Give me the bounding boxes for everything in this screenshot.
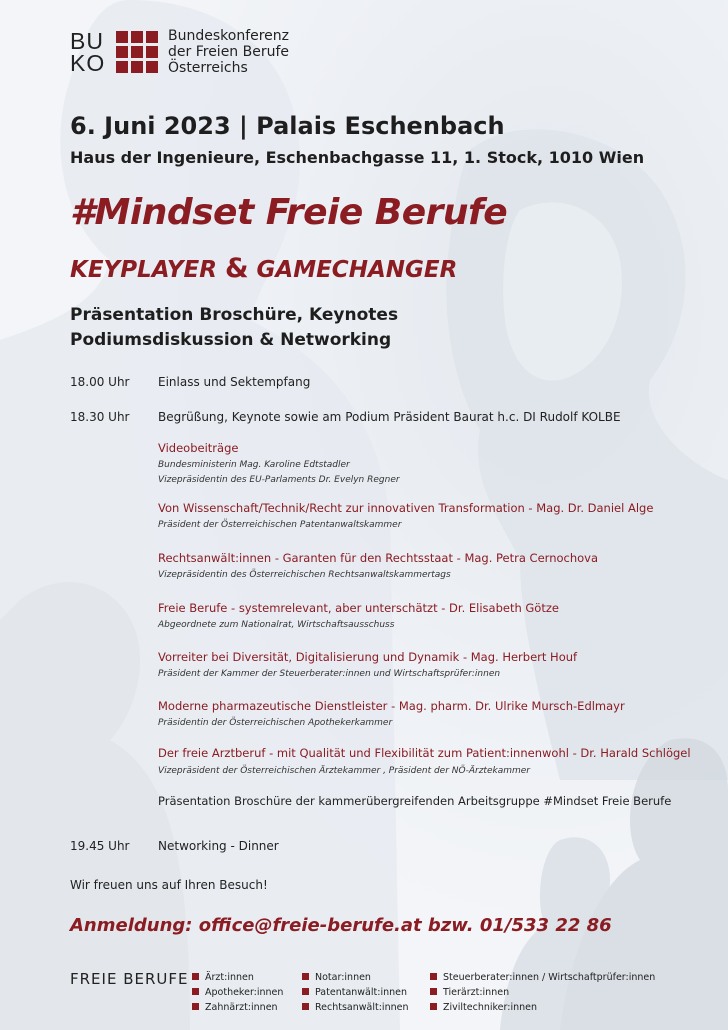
talk-title: Vorreiter bei Diversität, Digitalisierung und Dynamik - Mag. Herbert Houf	[158, 650, 578, 664]
profession-item: Notar:innen	[302, 970, 408, 985]
logo-text-line: Österreichs	[168, 60, 248, 76]
talk-speaker: Präsident der Österreichischen Patentanwaltskammer	[158, 520, 402, 530]
profession-item: Ärzt:innen	[192, 970, 283, 985]
talk-title: Moderne pharmazeutische Dienstleister - Mag. pharm. Dr. Ulrike Mursch-Edlmayr	[158, 699, 625, 713]
closing-text: Wir freuen uns auf Ihren Besuch!	[70, 878, 268, 892]
logo-text-line: der Freien Berufe	[168, 44, 290, 60]
logo-squares-icon	[116, 31, 158, 73]
profession-item: Tierärzt:innen	[430, 985, 655, 1000]
talk-speaker: Vizepräsidentin des Österreichischen Rechtsanwaltskammertags	[158, 570, 451, 580]
talk-title: Freie Berufe - systemrelevant, aber unterschätzt - Dr. Elisabeth Götze	[158, 601, 559, 615]
talk-speaker: Präsidentin der Österreichischen Apothekerkammer	[158, 718, 393, 728]
profession-item: Zahnärzt:innen	[192, 1000, 283, 1015]
schedule-text: Begrüßung, Keynote sowie am Podium Präsident Baurat h.c. DI Rudolf KOLBE	[158, 410, 621, 424]
talk-speaker: Bundesministerin Mag. Karoline Edtstadler	[158, 460, 350, 470]
logo-letters-line1: BU	[70, 28, 104, 54]
subtitle-ampersand: &	[224, 253, 249, 284]
talk-title: Rechtsanwält:innen - Garanten für den Rechtsstaat - Mag. Petra Cernochova	[158, 551, 599, 565]
subtitle-part1: KEYPLAYER	[70, 257, 217, 283]
logo-wordmark	[70, 30, 105, 74]
intro-line: Podiumsdiskussion & Networking	[70, 330, 392, 350]
profession-column	[430, 970, 655, 1015]
event-title: #Mindset Freie Berufe	[70, 192, 508, 233]
intro-line: Präsentation Broschüre, Keynotes	[70, 305, 399, 325]
event-date-venue: 6. Juni 2023 | Palais Eschenbach	[70, 112, 505, 140]
profession-item: Ziviltechniker:innen	[430, 1000, 655, 1015]
intro-block	[70, 303, 398, 353]
profession-item: Patentanwält:innen	[302, 985, 408, 1000]
logo-letters-line2: KO	[70, 50, 106, 76]
talk-speaker: Vizepräsident der Österreichischen Ärztekammer , Präsident der NÖ-Ärztekammer	[158, 766, 530, 776]
logo-organization-name	[168, 28, 289, 76]
event-address: Haus der Ingenieure, Eschenbachgasse 11, 1. Stock, 1010 Wien	[70, 148, 645, 167]
subtitle-part2: GAMECHANGER	[256, 257, 458, 283]
schedule-time: 19.45 Uhr	[70, 839, 130, 853]
profession-column	[192, 970, 283, 1015]
talk-title: Von Wissenschaft/Technik/Recht zur innovativen Transformation - Mag. Dr. Daniel Alge	[158, 501, 654, 515]
registration-info: Anmeldung: office@freie-berufe.at bzw. 01/533 22 86	[70, 915, 612, 936]
talk-speaker: Präsident der Kammer der Steuerberater:innen und Wirtschaftsprüfer:innen	[158, 669, 501, 679]
talk-title: Videobeiträge	[158, 441, 239, 455]
logo-text-line: Bundeskonferenz	[168, 28, 290, 44]
schedule-text: Einlass und Sektempfang	[158, 375, 311, 389]
profession-column	[302, 970, 408, 1015]
event-subtitle	[70, 253, 457, 284]
schedule-text: Networking - Dinner	[158, 839, 279, 853]
schedule-time: 18.30 Uhr	[70, 410, 130, 424]
presentation-note: Präsentation Broschüre der kammerübergreifenden Arbeitsgruppe #Mindset Freie Berufe	[158, 794, 672, 808]
talk-speaker: Vizepräsidentin des EU-Parlaments Dr. Evelyn Regner	[158, 475, 400, 485]
profession-item: Rechtsanwält:innen	[302, 1000, 408, 1015]
talk-title: Der freie Arztberuf - mit Qualität und Flexibilität zum Patient:innenwohl - Dr. Harald Schlögel	[158, 746, 691, 760]
profession-item: Apotheker:innen	[192, 985, 283, 1000]
footer-brand: FREIE BERUFE	[70, 970, 189, 988]
schedule-time: 18.00 Uhr	[70, 375, 130, 389]
profession-item: Steuerberater:innen / Wirtschaftprüfer:innen	[430, 970, 655, 985]
talk-speaker: Abgeordnete zum Nationalrat, Wirtschaftsausschuss	[158, 620, 395, 630]
